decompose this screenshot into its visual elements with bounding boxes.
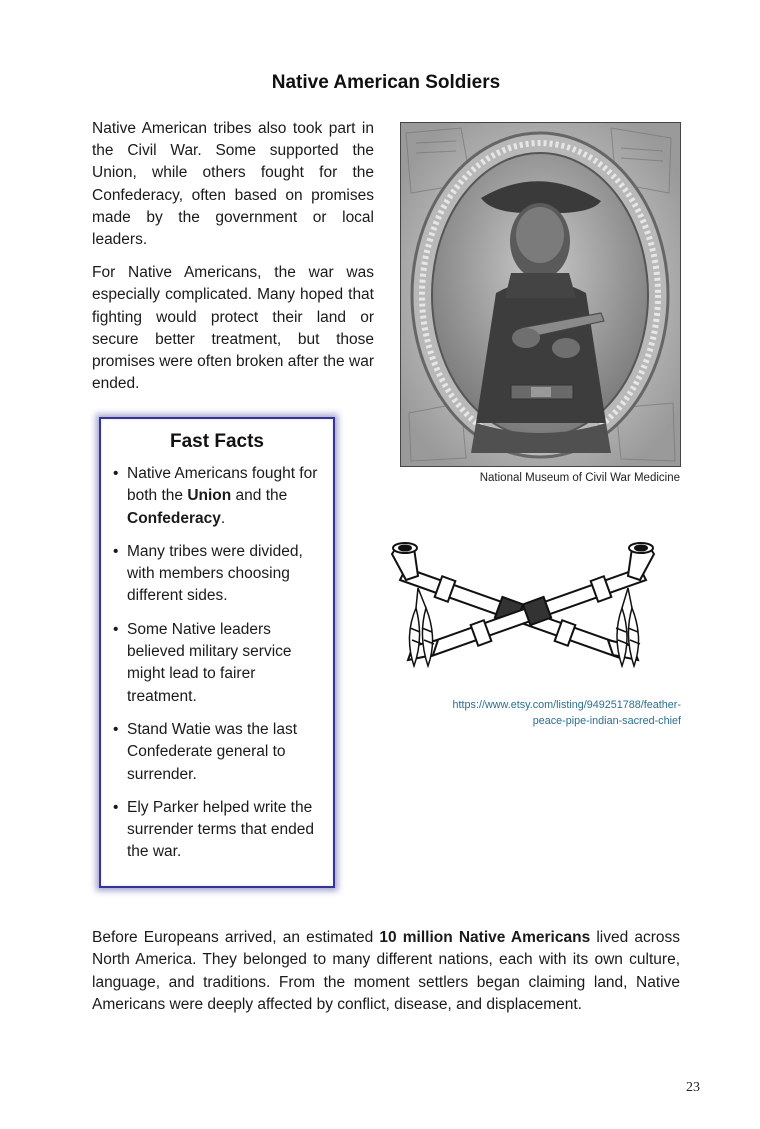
intro-paragraph-1: Native American tribes also took part in the Civil War. Some supported the Union, while others fought for the Confederacy, often based on promises made by the government or local leaders. <box>92 120 374 249</box>
soldier-photo <box>400 122 681 467</box>
page-number: 23 <box>686 1080 700 1095</box>
fast-facts-list <box>101 463 333 864</box>
fact-item: • Stand Watie was the last Confederate general to surrender. <box>113 720 298 783</box>
peace-pipes-image <box>378 528 668 678</box>
fast-facts-title: Fast Facts <box>170 431 264 452</box>
url-line-2[interactable]: peace-pipe-indian-sacred-chief <box>532 715 681 727</box>
fact-item: • Some Native leaders believed military service might lead to fairer treatment. <box>113 620 292 705</box>
url-line-1[interactable]: https://www.etsy.com/listing/949251788/feather- <box>452 699 681 711</box>
bottom-paragraph: Before Europeans arrived, an estimated 10 million Native Americans lived across North America. They belonged to many different nations, each with its own culture, language, and traditions. From the moment settlers began claiming land, Native Americans were deeply affected by conflict, disease, and displacement. <box>92 929 680 1013</box>
intro-paragraph-2: For Native Americans, the war was especially complicated. Many hoped that fighting would protect their land or secure better treatment, but those promises were often broken after the war ended. <box>92 264 374 393</box>
bullet-icon: • <box>113 720 119 738</box>
bullet-icon: • <box>113 620 119 638</box>
crossed-pipes-icon <box>378 528 668 678</box>
photo-credit: National Museum of Civil War Medicine <box>479 472 680 484</box>
page-title: Native American Soldiers <box>271 72 501 93</box>
bullet-icon: • <box>113 798 119 816</box>
intro-text <box>92 118 374 406</box>
fact-item: • Ely Parker helped write the surrender terms that ended the war. <box>113 798 314 861</box>
bullet-icon: • <box>113 542 119 560</box>
fact-item: • Many tribes were divided, with members choosing different sides. <box>113 542 303 605</box>
fast-facts-box <box>99 417 335 888</box>
image-source-url[interactable] <box>396 697 681 729</box>
soldier-portrait-image <box>401 123 680 466</box>
fact-item: • Native Americans fought for both the Union and the Confederacy. <box>113 465 318 527</box>
bullet-icon: • <box>113 465 119 482</box>
